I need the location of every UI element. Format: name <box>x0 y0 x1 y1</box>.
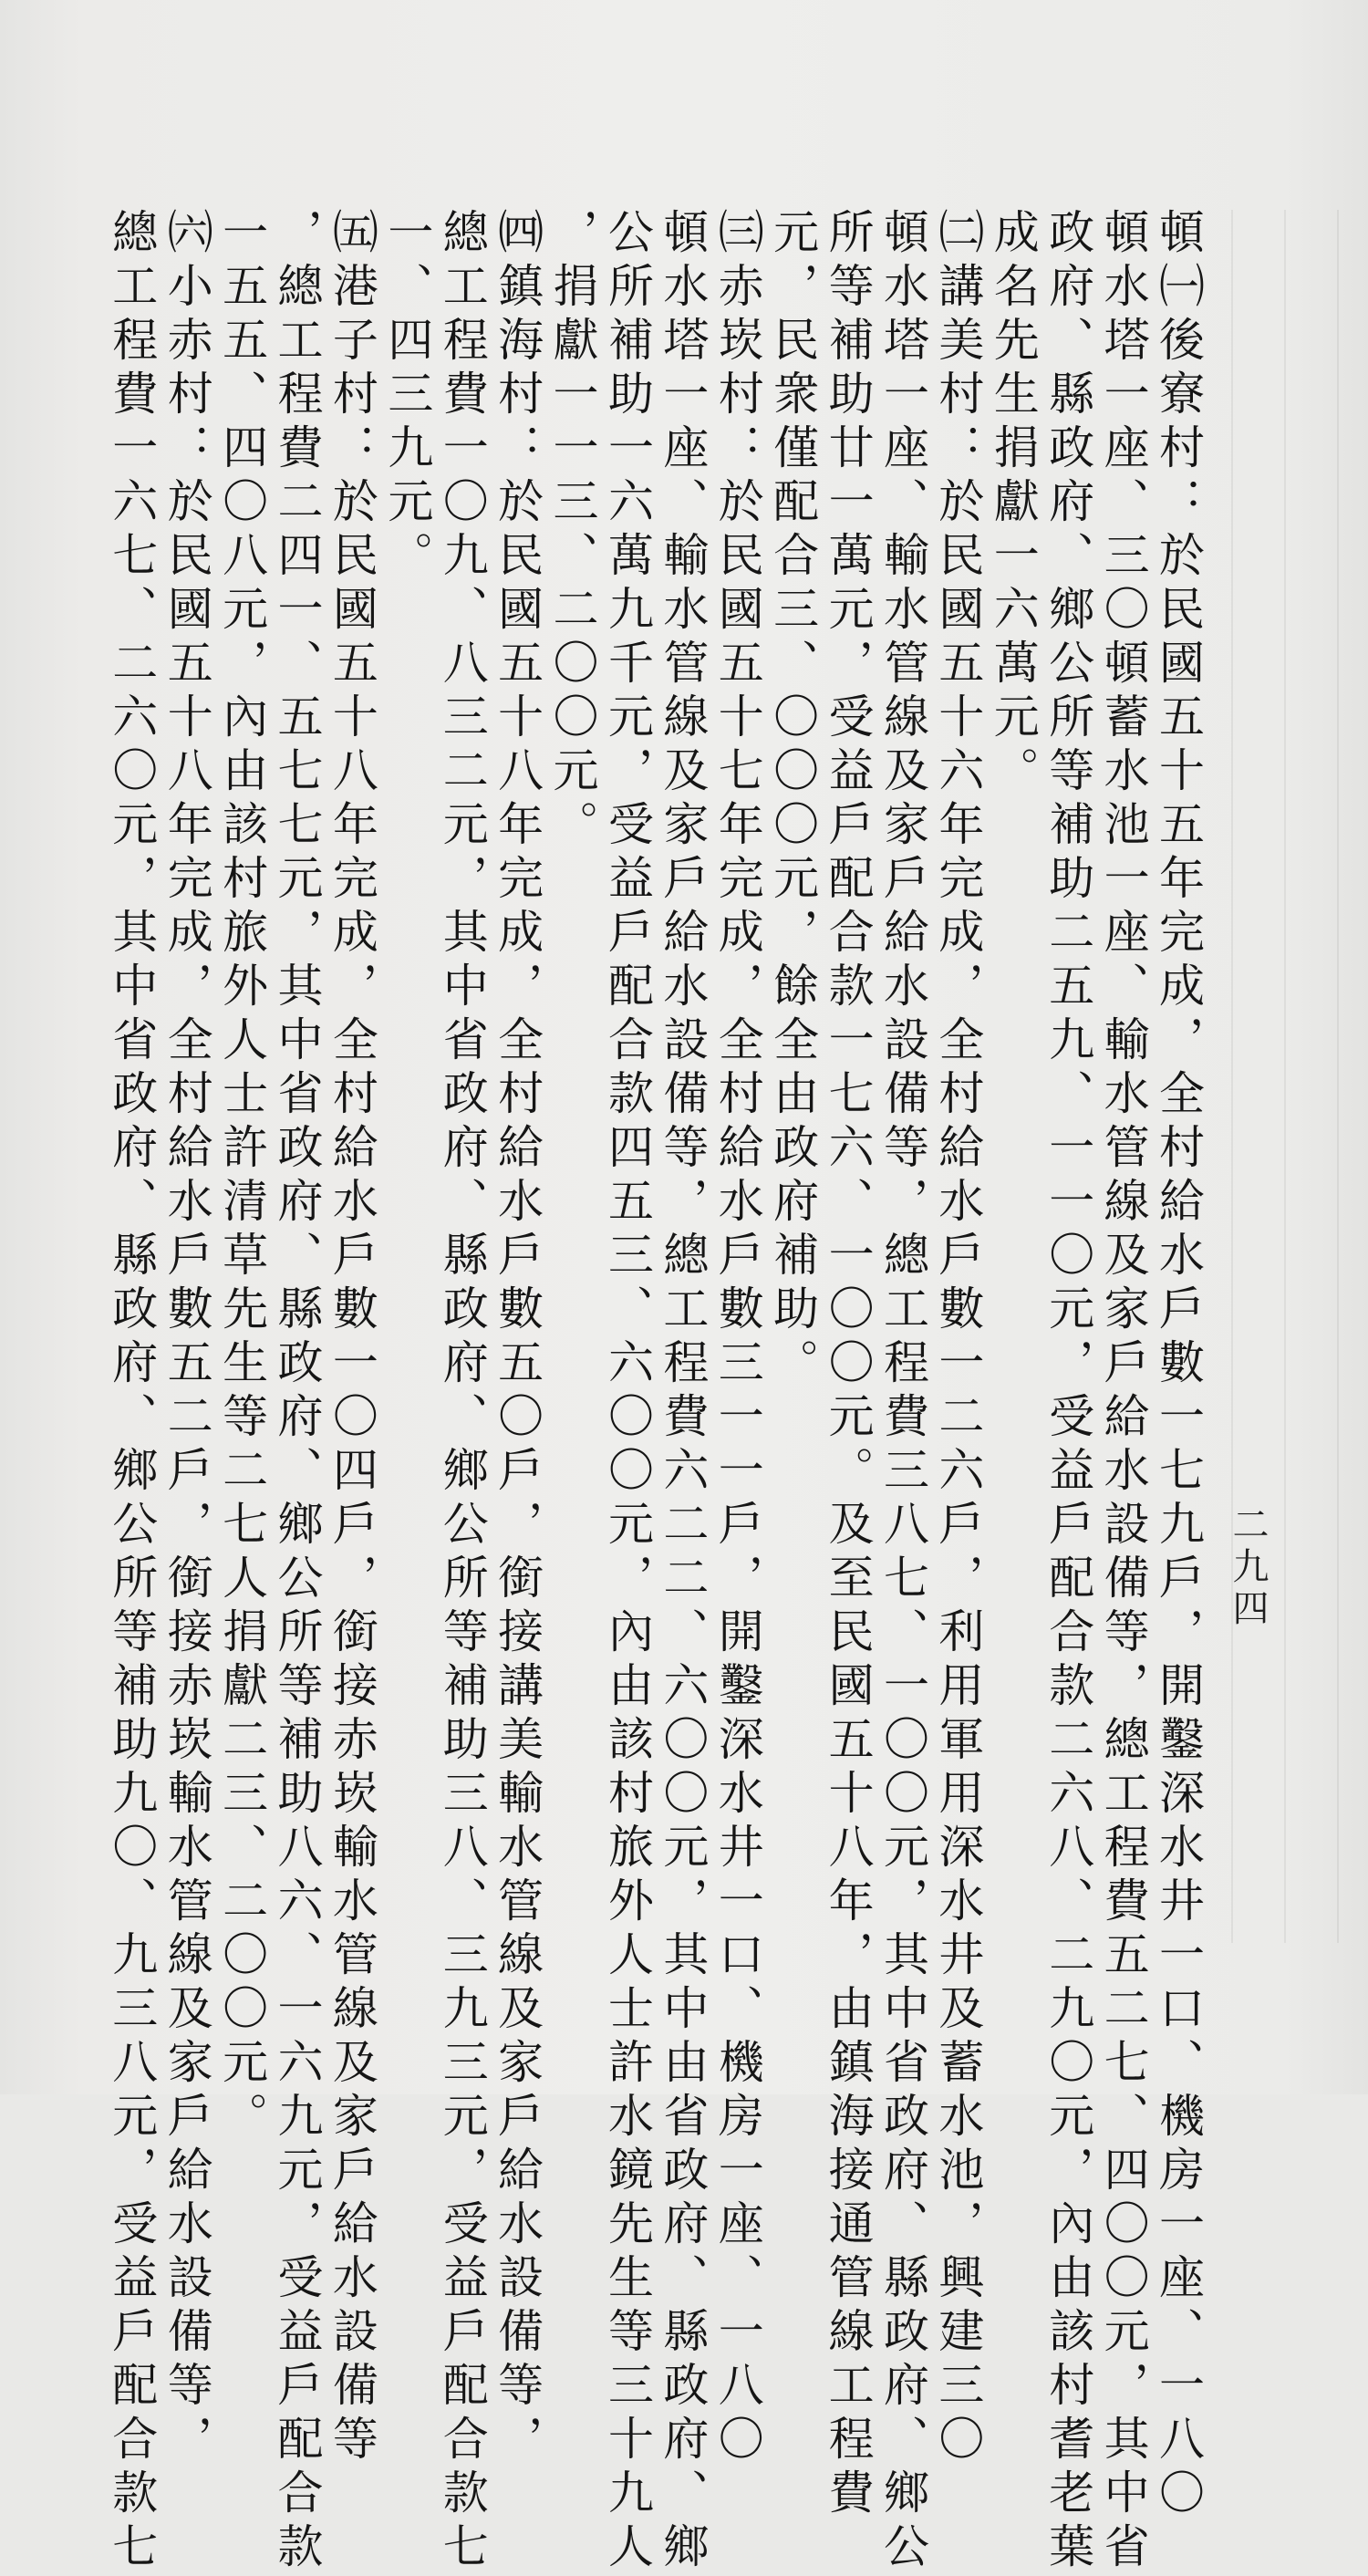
paragraph-zhenhai-village <box>379 208 544 2576</box>
text-line: 政府、縣政府、鄉公所等補助二五九、一一〇元，受益戶配合款二六八、二九〇元，內由該村耆老葉 <box>1042 208 1095 2576</box>
text-line: 總工程費一六七、二六〇元，其中省政府、縣政府、鄉公所等補助九〇、九三八元，受益戶配合款七 <box>105 208 159 2576</box>
paragraph-chikan-village <box>544 208 765 2576</box>
text-line: ㈢赤崁村：於民國五十七年完成，全村給水戶數三一一戶，開鑿深水井一口、機房一座、一八〇 <box>710 208 764 2468</box>
vertical-text-body <box>104 208 1206 2576</box>
text-line: 元，民衆僅配合三、〇〇〇元，餘全由政府補助。 <box>766 208 820 1392</box>
text-line: ㈤港子村：於民國五十八年完成，全村給水戶數一〇四戶，銜接赤崁輸水管線及家戶給水設備等 <box>325 208 378 2468</box>
text-line: 頓水塔一座、三〇頓蓄水池一座、輸水管線及家戶給水設備等，總工程費五二七、四〇〇元，其中省 <box>1096 208 1150 2576</box>
text-line: 一、四三九元。 <box>380 208 434 585</box>
text-line: 總工程費一〇九、八三二元，其中省政府、縣政府、鄉公所等補助三八、三九三元，受益戶配合款七 <box>435 208 489 2576</box>
paragraph-houliao-village <box>985 208 1206 2576</box>
paragraph-xiaochi-village <box>104 208 214 2576</box>
text-line: ，總工程費二四一、五七七元，其中省政府、縣政府、鄉公所等補助八六、一六九元，受益戶配合款 <box>270 208 324 2576</box>
text-line: 所等補助廿一萬元，受益戶配合款一七六、一〇〇元。及至民國五十八年，由鎮海接通管線工程費 <box>821 208 875 2522</box>
text-line: 成名先生捐獻一六萬元。 <box>986 208 1040 800</box>
text-line: 一五五、四〇八元，內由該村旅外人士許清草先生等二七人捐獻二三、二〇〇元。 <box>215 208 269 2145</box>
paragraph-jiangmei-village <box>765 208 986 2576</box>
text-line: ㈡講美村：於民國五十六年完成，全村給水戶數一二六戶，利用軍用深水井及蓄水池，興建三〇 <box>931 208 985 2468</box>
text-line: ㈣鎮海村：於民國五十八年完成，全村給水戶數五〇戶，銜接講美輸水管線及家戶給水設備等， <box>491 208 544 2468</box>
text-line: ，捐獻一一三、二〇〇元。 <box>545 208 599 854</box>
page-number: 二九四 <box>1227 1505 1269 1631</box>
text-line: 頓水塔一座、輸水管線及家戶給水設備等，總工程費三八七、一〇〇元，其中省政府、縣政府、鄉公 <box>876 208 929 2576</box>
bleed-through-shadow <box>1231 210 1368 1943</box>
paragraph-gangzi-village <box>214 208 379 2576</box>
text-line: ㈥小赤村：於民國五十八年完成，全村給水戶數五二戶，銜接赤崁輸水管線及家戶給水設備等， <box>160 208 213 2468</box>
text-line: 頓㈠後寮村：於民國五十五年完成，全村給水戶數一七九戶，開鑿深水井一口、機房一座、一八〇 <box>1152 208 1205 2522</box>
text-line: 公所補助一六萬九千元，受益戶配合款四五三、六〇〇元，內由該村旅外人士許水鏡先生等三十九人 <box>600 208 654 2576</box>
text-line: 頓水塔一座、輸水管線及家戶給水設備等，總工程費六二二、六〇〇元，其中由省政府、縣政府、鄉 <box>656 208 710 2576</box>
